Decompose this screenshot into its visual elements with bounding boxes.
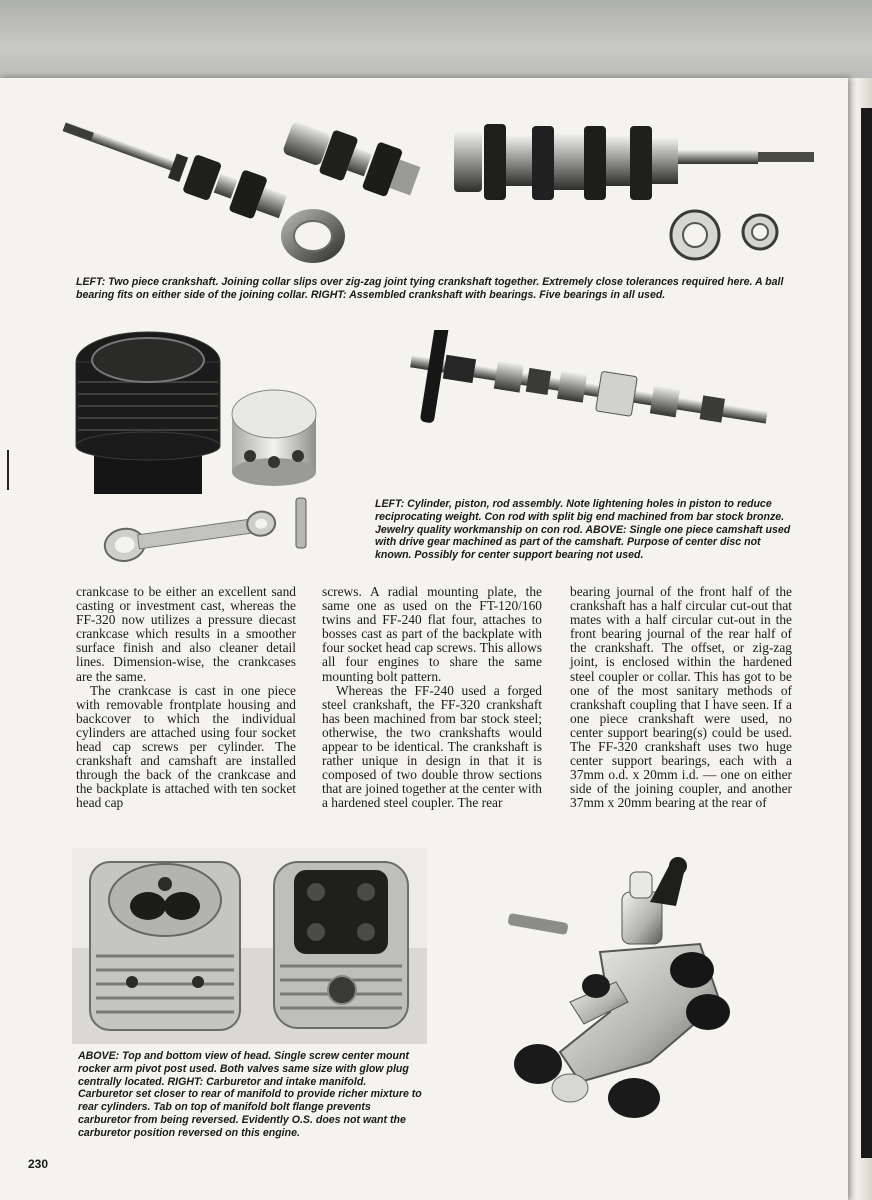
article-column-3 [570, 585, 792, 811]
scanner-bed-top [0, 0, 872, 80]
cylinder-head-photo [72, 848, 427, 1044]
camshaft-photo [402, 330, 782, 460]
cylinder-camshaft-caption: LEFT: Cylinder, piston, rod assembly. Note lightening holes in piston to reduce reciprocating weight. Con rod with split big end machined from bar stock bronze. Jewelry quality workmanship on con rod. ABOVE: Single one piece camshaft used with drive gear machined as part of the camshaft. Purpose of center disc not known. Possibly for center support bearing not used. [375, 498, 791, 562]
cylinder-piston-rod-photo [72, 322, 332, 562]
crankshaft-caption: LEFT: Two piece crankshaft. Joining collar slips over zig-zag joint tying crankshaft together. Extremely close tolerances required here. A ball bearing fits on either side of the joining collar. RIGHT: Assembled crankshaft with bearings. Five bearings in all used. [76, 276, 784, 301]
head-carburetor-caption: ABOVE: Top and bottom view of head. Single screw center mount rocker arm pivot post used. Both valves same size with glow plug centrally located. RIGHT: Carburetor and intake manifold. Carburetor set closer to rear of manifold to provide richer mixture to rear cylinders. Tab on top of manifold bolt flange prevents carburetor from being reversed. Evidently O.S. does not want the carburetor position reversed on this engine. [78, 1050, 422, 1139]
column-2-paragraph-1: screws. A radial mounting plate, the same one as used on the FT-120/160 twins and FF-240 flat four, attaches to bosses cast as part of the backplate with four socket head cap screws. This allows all four engines to share the same mounting bolt pattern. [322, 584, 542, 684]
carburetor-manifold-photo [500, 852, 750, 1124]
column-1-paragraph-2: The crankcase is cast in one piece with removable frontplate housing and backcover to which the individual cylinders are attached using four socket head cap screws per cylinder. The crankshaft and camshaft are installed through the back of the crankcase and the backplate is attached with ten socket head cap [76, 682, 296, 811]
article-column-2 [322, 585, 542, 811]
two-piece-crankshaft-photo [55, 118, 425, 268]
column-2-paragraph-2: Whereas the FF-240 used a forged steel crankshaft, the FF-320 crankshaft has been machined from bar stock steel; otherwise, the two crankshafts would appear to be identical. The crankshaft is rather unique in design in that it is composed of two double throw sections that are joined together at the center with a hardened steel coupler. The rear [322, 682, 542, 811]
column-1-paragraph-1: crankcase to be either an excellent sand casting or investment cast, whereas the FF-320 now utilizes a pressure diecast crankcase which results in a smoother surface finish and also cleaner detail lines. Dimension-wise, the crankcases are the same. [76, 584, 296, 684]
margin-mark [7, 450, 9, 490]
column-3-paragraph-1: bearing journal of the front half of the crankshaft has a half circular cut-out that mates with a half circular cut-out in the front bearing journal of the rear half of the crankshaft. The offset, or zig-zag joint, is enclosed within the hardened steel coupler or collar. This has got to be one of the most sanitary methods of crankshaft coupling that I have seen. If a one piece crankshaft were used, no center support bearing(s) could be used. The FF-320 crankshaft uses two huge center support bearings, each with a 37mm o.d. x 20mm i.d. — one on either side of the joining coupler, and another 37mm x 20mm bearing at the rear of [570, 584, 792, 811]
article-column-1 [76, 585, 296, 811]
assembled-crankshaft-photo [450, 120, 818, 265]
page-number: 230 [28, 1157, 49, 1171]
adjacent-page-edge [848, 78, 872, 1200]
